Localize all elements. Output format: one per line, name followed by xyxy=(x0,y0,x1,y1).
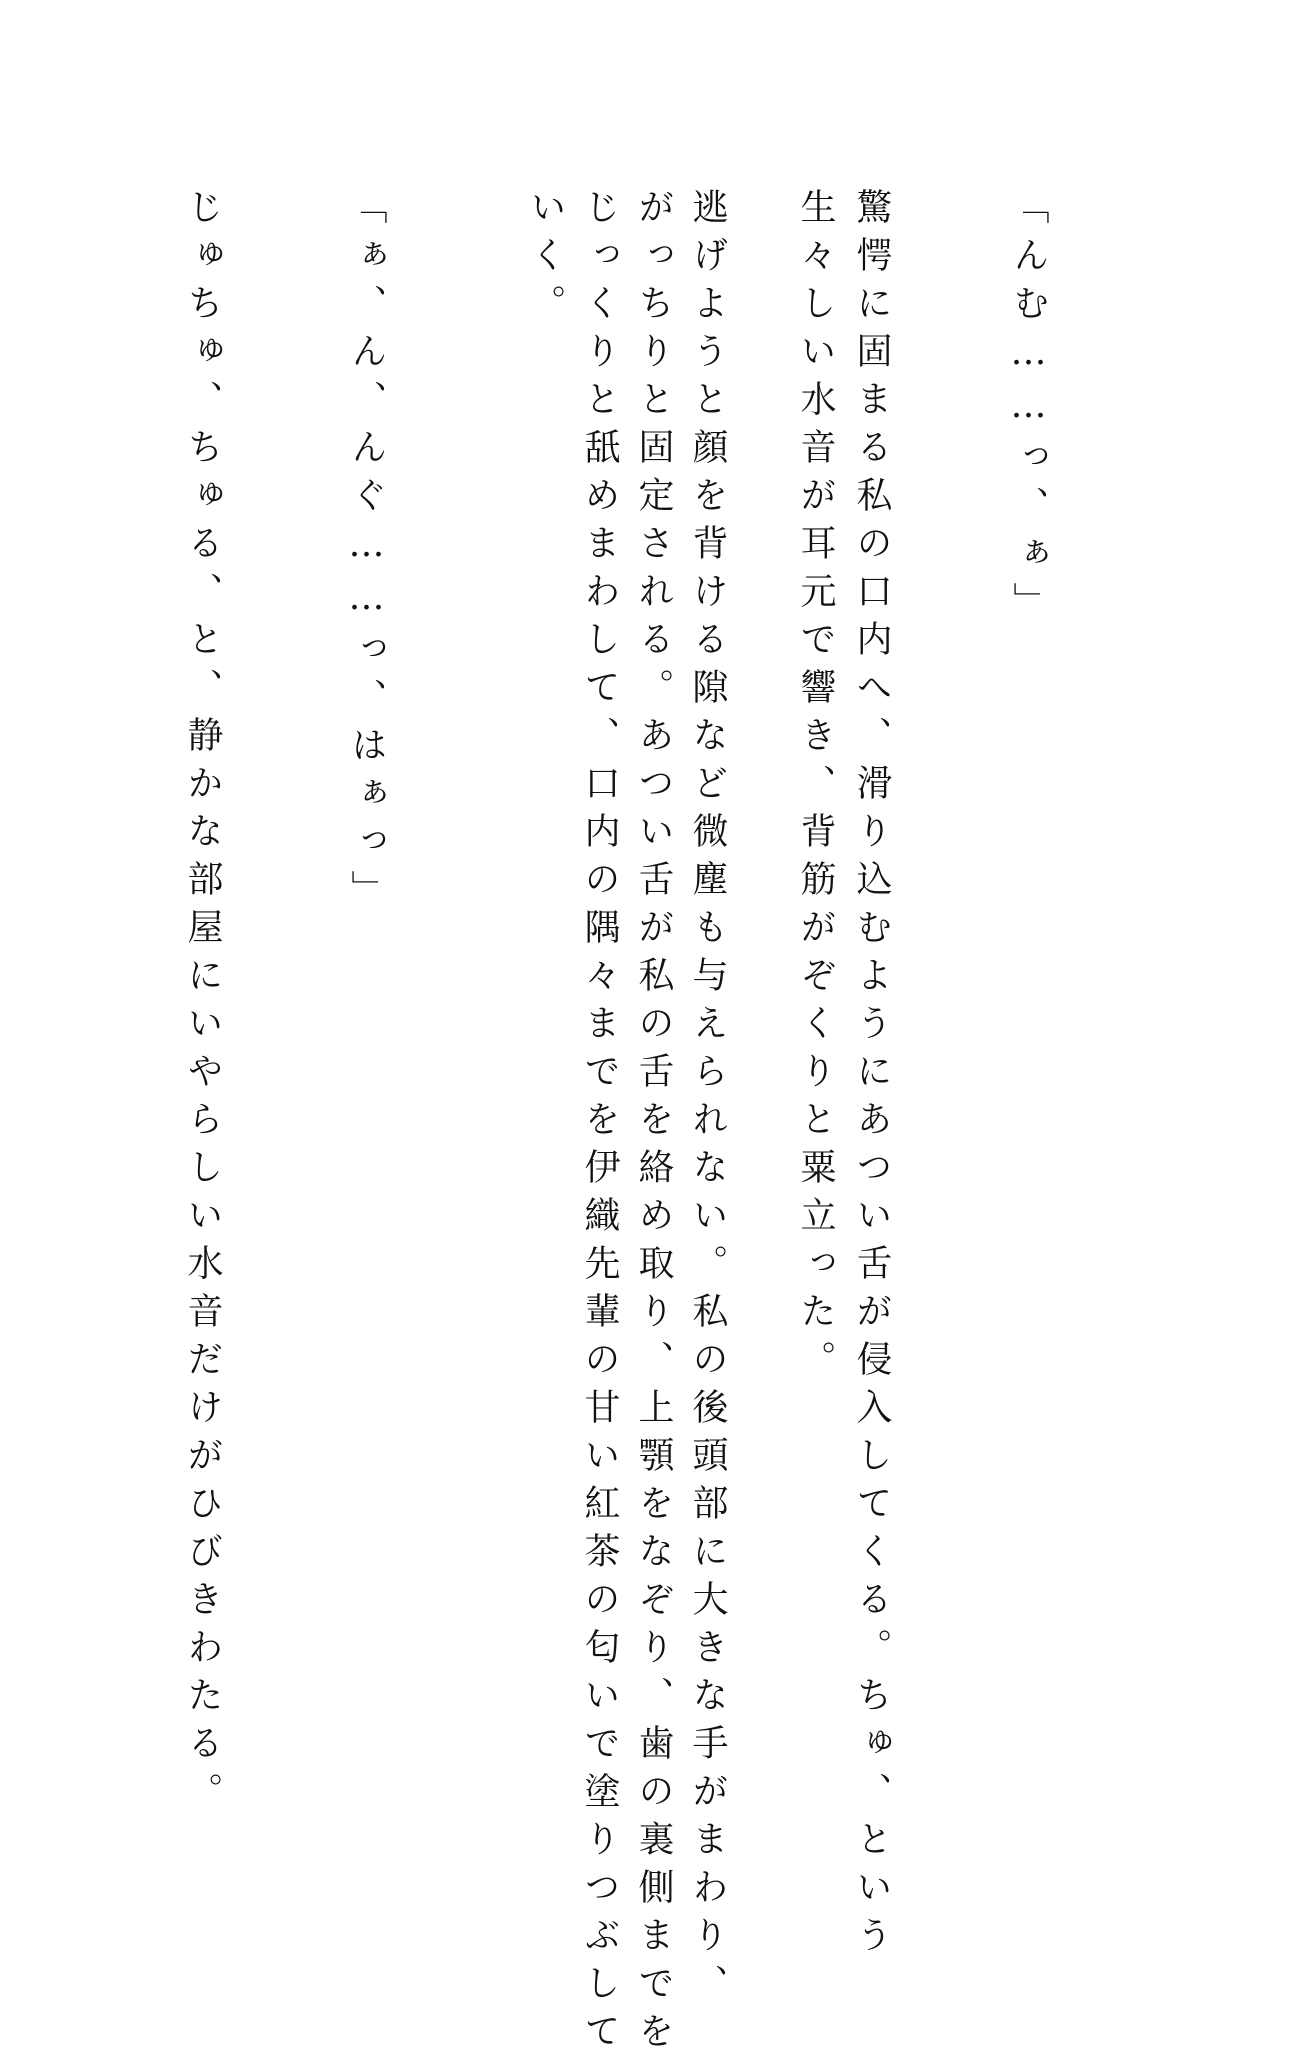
paragraph-line: じゅちゅ、ちゅる、と、静かな部屋にいやらしい水音だけがひびきわたる。 xyxy=(182,188,223,1820)
paragraph-line: 逃げようと顔を背ける隙など微塵も与えられない。私の後頭部に大きな手がまわり、 xyxy=(687,188,728,2012)
dialogue-line: 「ぁ、ん、んぐ……っ、はぁっ」 xyxy=(346,188,387,918)
paragraph-line: 驚愕に固まる私の口内へ、滑り込むようにあつい舌が侵入してくる。ちゅ、という xyxy=(851,188,892,1964)
paragraph-line: じっくりと舐めまわして、口内の隅々までを伊織先輩の甘い紅茶の匂いで塗りつぶして xyxy=(579,188,620,2060)
dialogue-line: 「んむ……っ、ぁ」 xyxy=(1008,188,1049,630)
paragraph-line: 生々しい水音が耳元で響き、背筋がぞくりと粟立った。 xyxy=(795,188,836,1388)
paragraph-line: いく。 xyxy=(525,188,566,332)
paragraph-line: がっちりと固定される。あつい舌が私の舌を絡め取り、上顎をなぞり、歯の裏側までを xyxy=(633,188,674,2060)
